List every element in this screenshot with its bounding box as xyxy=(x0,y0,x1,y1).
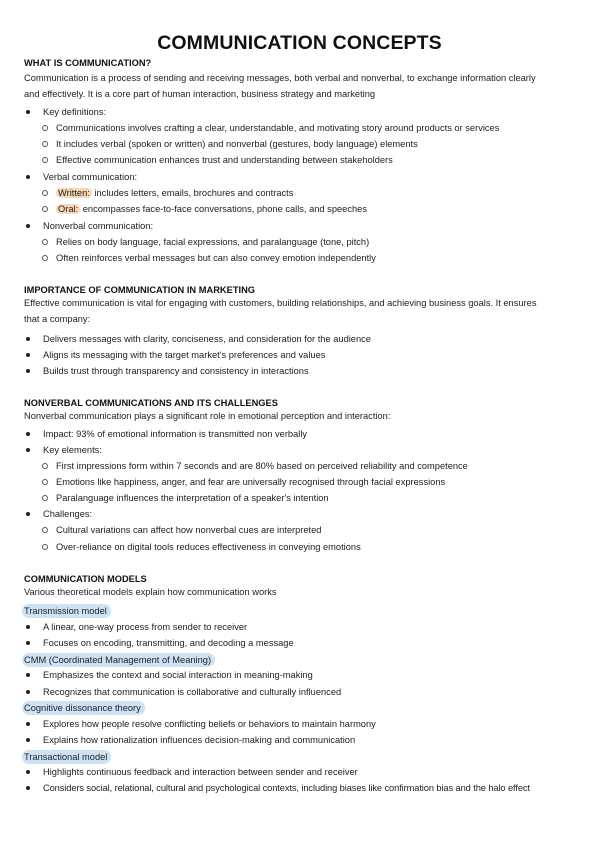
list-item xyxy=(26,444,102,456)
list-item-text: Verbal communication: xyxy=(43,172,138,182)
page-title: COMMUNICATION CONCEPTS xyxy=(157,32,442,54)
circle-bullet-icon xyxy=(42,255,48,261)
highlight-oral: Oral: xyxy=(58,204,79,214)
list-item xyxy=(26,637,294,649)
list-item-text: Emphasizes the context and social interaction in meaning-making xyxy=(43,670,313,680)
list-item xyxy=(26,171,137,183)
bullet-icon xyxy=(26,738,30,742)
bullet-icon xyxy=(26,786,30,790)
list-item-text: Delivers messages with clarity, conciseness, and consideration for the audience xyxy=(43,334,371,344)
list-item-text: Key elements: xyxy=(43,445,102,455)
paragraph-line: Various theoretical models explain how communication works xyxy=(24,587,277,597)
bullet-icon xyxy=(26,722,30,726)
list-item-text: includes letters, emails, brochures and contracts xyxy=(91,188,294,198)
circle-bullet-icon xyxy=(42,239,48,245)
section-heading: WHAT IS COMMUNICATION? xyxy=(24,58,152,68)
list-item-text: Relies on body language, facial expressions, and paralanguage (tone, pitch) xyxy=(56,237,370,247)
sub-list-item xyxy=(42,476,445,488)
bullet-icon xyxy=(26,337,30,341)
list-item-text: Key definitions: xyxy=(43,107,107,117)
bullet-icon xyxy=(26,448,30,452)
list-item xyxy=(26,333,371,345)
list-item xyxy=(26,718,376,730)
list-item xyxy=(26,349,325,361)
list-item xyxy=(26,766,358,778)
list-item-text: Explores how people resolve conflicting beliefs or behaviors to maintain harmony xyxy=(43,719,376,729)
list-item-text: Cultural variations can affect how nonverbal cues are interpreted xyxy=(56,525,322,535)
circle-bullet-icon xyxy=(42,544,48,550)
paragraph-line: that a company: xyxy=(24,314,91,325)
list-item-text: Effective communication enhances trust and understanding between stakeholders xyxy=(56,155,393,165)
list-item-text: encompasses face-to-face conversations, phone calls, and speeches xyxy=(80,204,367,214)
list-item-text: A linear, one-way process from sender to receiver xyxy=(43,622,248,632)
sub-list-item xyxy=(42,203,367,215)
paragraph xyxy=(24,408,580,424)
circle-bullet-icon xyxy=(42,206,48,212)
circle-bullet-icon xyxy=(42,141,48,147)
sub-list-item xyxy=(42,541,361,553)
circle-bullet-icon xyxy=(42,527,48,533)
list-item xyxy=(26,734,355,746)
list-item-text: Paralanguage influences the interpretation of a speaker's intention xyxy=(56,493,329,503)
model-title-cognitive-dissonance: Cognitive dissonance theory xyxy=(22,701,145,715)
list-item-text: Recognizes that communication is collaborative and culturally influenced xyxy=(43,687,342,697)
sub-list-item xyxy=(42,492,329,504)
list-item xyxy=(26,782,530,794)
list-item-text: Often reinforces verbal messages but can also convey emotion independently xyxy=(56,253,376,263)
circle-bullet-icon xyxy=(42,190,48,196)
list-item-text: Over-reliance on digital tools reduces effectiveness in conveying emotions xyxy=(56,542,361,552)
bullet-icon xyxy=(26,690,30,694)
sub-list-item xyxy=(42,138,418,150)
bullet-icon xyxy=(26,175,30,179)
section-heading: COMMUNICATION MODELS xyxy=(24,574,147,584)
list-item-text: Builds trust through transparency and consistency in interactions xyxy=(43,366,309,376)
list-item xyxy=(26,365,309,377)
list-item-text: Emotions like happiness, anger, and fear are universally recognised through facial expressions xyxy=(56,477,446,487)
list-item-text: Explains how rationalization influences decision-making and communication xyxy=(43,735,356,745)
bullet-icon xyxy=(26,224,30,228)
circle-bullet-icon xyxy=(42,157,48,163)
list-item xyxy=(26,686,341,698)
circle-bullet-icon xyxy=(42,125,48,131)
circle-bullet-icon xyxy=(42,479,48,485)
sub-list-item xyxy=(42,252,376,264)
list-item-text: Considers social, relational, cultural and psychological contexts, including biases like confirmation bias and the halo effect xyxy=(43,783,530,793)
list-item-text: Communications involves crafting a clear, understandable, and motivating story around products or services xyxy=(56,123,500,133)
list-item-text: Challenges: xyxy=(43,509,93,519)
list-item xyxy=(26,669,313,681)
list-item xyxy=(26,428,307,440)
paragraph xyxy=(24,70,580,103)
list-item-text: Focuses on encoding, transmitting, and decoding a message xyxy=(43,638,294,648)
sub-list-item xyxy=(42,122,499,134)
list-item xyxy=(26,621,247,633)
sub-list-item xyxy=(42,187,293,199)
model-title-transmission: Transmission model xyxy=(22,604,111,618)
bullet-icon xyxy=(26,432,30,436)
list-item xyxy=(26,508,92,520)
list-item-text: Aligns its messaging with the target market's preferences and values xyxy=(43,350,326,360)
paragraph-line: Communication is a process of sending and receiving messages, both verbal and nonverbal, to exchange information clearly xyxy=(24,73,536,83)
sub-list-item xyxy=(42,236,369,248)
circle-bullet-icon xyxy=(42,495,48,501)
paragraph-line: Effective communication is vital for engaging with customers, building relationships, and achieving business goals. It ensures xyxy=(24,298,537,308)
list-item-text: First impressions form within 7 seconds and are 80% based on perceived reliability and competence xyxy=(56,461,468,471)
bullet-icon xyxy=(26,625,30,629)
list-item-text: Highlights continuous feedback and interaction between sender and receiver xyxy=(43,767,358,777)
bullet-icon xyxy=(26,673,30,677)
list-item xyxy=(26,220,153,232)
bullet-icon xyxy=(26,641,30,645)
list-item-text: Impact: 93% of emotional information is transmitted non verbally xyxy=(43,429,308,439)
highlight-written: Written: xyxy=(58,188,90,198)
paragraph-line: and effectively. It is a core part of human interaction, business strategy and marketing xyxy=(24,89,376,100)
model-title-transactional: Transactional model xyxy=(22,750,111,764)
bullet-icon xyxy=(26,369,30,373)
list-item xyxy=(26,106,106,118)
list-item-text: Nonverbal communication: xyxy=(43,221,154,231)
list-item-text: It includes verbal (spoken or written) and nonverbal (gestures, body language) elements xyxy=(56,139,418,149)
section-heading: NONVERBAL COMMUNICATIONS AND ITS CHALLENGES xyxy=(24,398,278,408)
sub-list-item xyxy=(42,154,393,166)
bullet-icon xyxy=(26,512,30,516)
sub-list-item xyxy=(42,524,321,536)
circle-bullet-icon xyxy=(42,463,48,469)
model-title-cmm: CMM (Coordinated Management of Meaning) xyxy=(22,653,215,667)
bullet-icon xyxy=(26,110,30,114)
paragraph-line: Nonverbal communication plays a significant role in emotional perception and interaction: xyxy=(24,411,391,421)
sub-list-item xyxy=(42,460,468,472)
section-heading: IMPORTANCE OF COMMUNICATION IN MARKETING xyxy=(24,285,256,295)
paragraph xyxy=(24,584,580,600)
paragraph xyxy=(24,295,580,328)
bullet-icon xyxy=(26,353,30,357)
bullet-icon xyxy=(26,770,30,774)
